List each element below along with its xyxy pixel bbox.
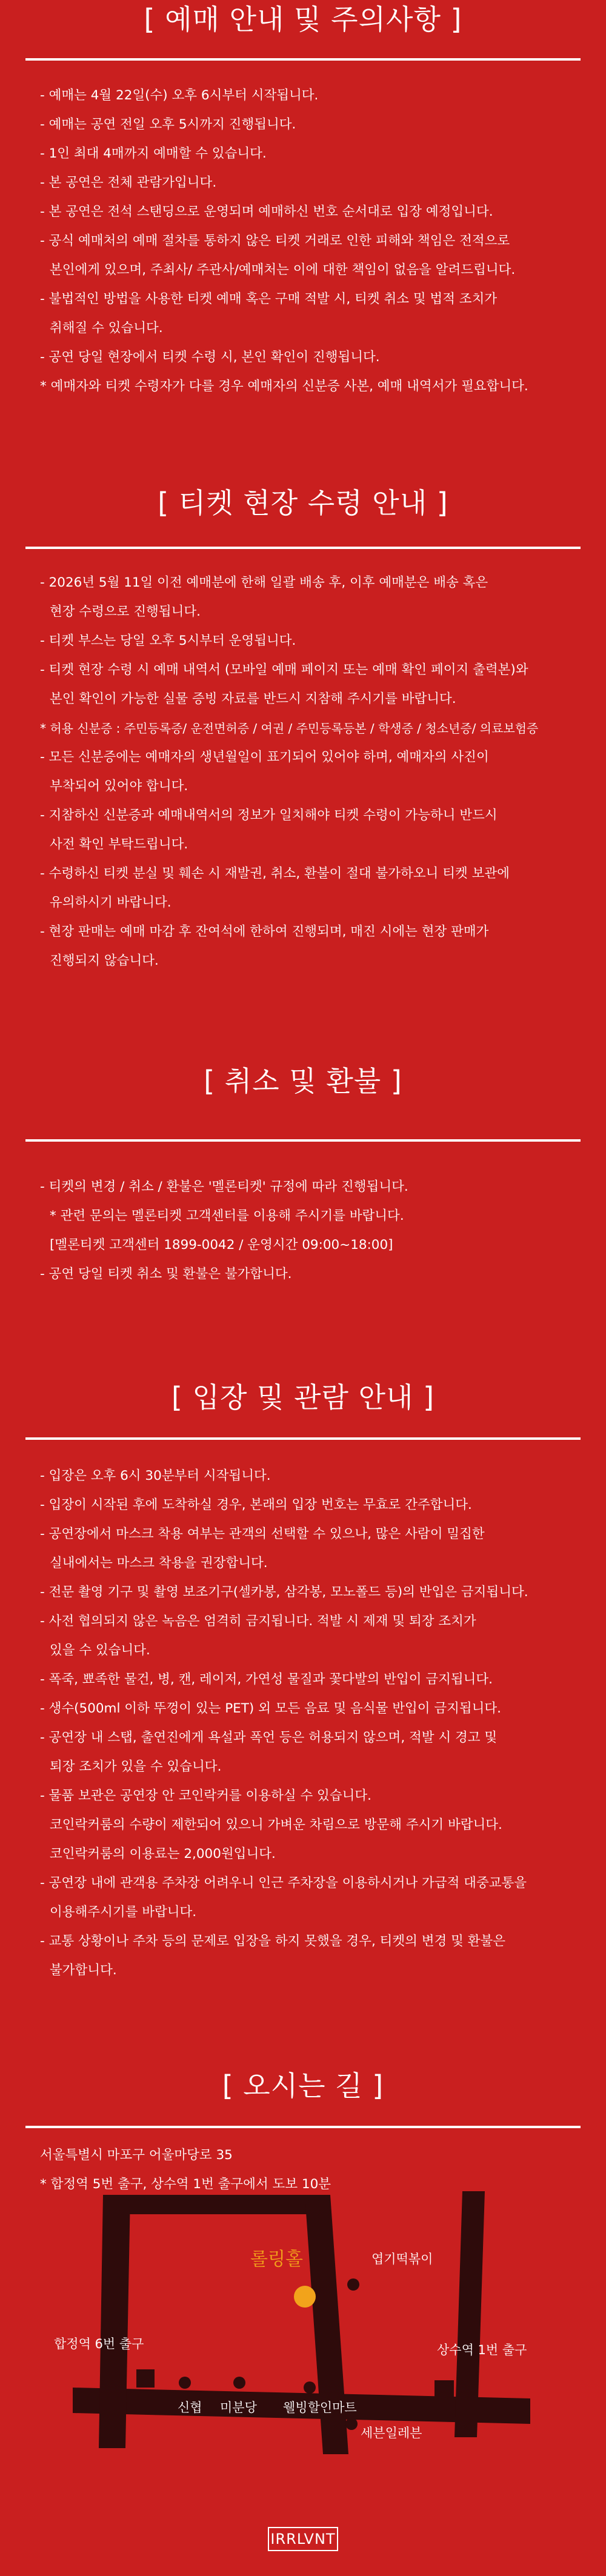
list-item: 있을 수 있습니다. bbox=[50, 1643, 150, 1658]
section-divider bbox=[25, 1437, 581, 1440]
list-item: [멜론티켓 고객센터 1899-0042 / 운영시간 09:00~18:00] bbox=[50, 1237, 393, 1253]
notice-list bbox=[40, 1173, 573, 1289]
section-divider bbox=[25, 58, 581, 61]
list-item: - 전문 촬영 기구 및 촬영 보조기구(셀카봉, 삼각봉, 모노폴드 등)의 반입은 금지됩니다. bbox=[40, 1585, 528, 1600]
list-item: - 본 공연은 전석 스탠딩으로 운영되며 예매하신 번호 순서대로 입장 예정입니다. bbox=[40, 204, 493, 219]
list-item: * 예매자와 티켓 수령자가 다를 경우 예매자의 신분증 사본, 예매 내역서가 필요합니다. bbox=[40, 379, 528, 394]
list-item: - 현장 판매는 예매 마감 후 잔여석에 한하여 진행되며, 매진 시에는 현장 판매가 bbox=[40, 924, 489, 939]
list-item: - 공식 예매처의 예매 절차를 통하지 않은 티켓 거래로 인한 피해와 책임은 전적으로 bbox=[40, 233, 510, 248]
venue-map bbox=[54, 2188, 542, 2460]
address-line: 서울특별시 마포구 어울마당로 35 bbox=[40, 2148, 233, 2163]
list-item: 사전 확인 부탁드립니다. bbox=[50, 837, 188, 852]
list-item: 진행되지 않습니다. bbox=[50, 953, 159, 968]
list-item: 이용해주시기를 바랍니다. bbox=[50, 1905, 197, 1920]
marker-wellbeing bbox=[304, 2381, 316, 2394]
list-item: 퇴장 조치가 있을 수 있습니다. bbox=[50, 1759, 222, 1774]
notice-list bbox=[40, 1462, 573, 1985]
marker-shinhyup bbox=[179, 2377, 191, 2389]
list-item: - 티켓 현장 수령 시 예매 내역서 (모바일 예매 페이지 또는 예매 확인 페이지 출력본)와 bbox=[40, 662, 528, 677]
section-title: [ 입장 및 관람 안내 ] bbox=[171, 1381, 435, 1414]
list-item: - 2026년 5월 11일 이전 예매분에 한해 일괄 배송 후, 이후 예매분은 배송 혹은 bbox=[40, 575, 488, 590]
label-shinhyup: 신협 bbox=[178, 2400, 202, 2415]
list-item: - 입장이 시작된 후에 도착하실 경우, 본래의 입장 번호는 무효로 간주합니다. bbox=[40, 1497, 472, 1513]
list-item: - 사전 협의되지 않은 녹음은 엄격히 금지됩니다. 적발 시 제재 및 퇴장 조치가 bbox=[40, 1614, 476, 1629]
section-divider bbox=[25, 1139, 581, 1142]
list-item: - 불법적인 방법을 사용한 티켓 예매 혹은 구매 적발 시, 티켓 취소 및 법적 조치가 bbox=[40, 291, 498, 307]
list-item: 현장 수령으로 진행됩니다. bbox=[50, 604, 201, 619]
building-left bbox=[136, 2369, 155, 2388]
road-top bbox=[103, 2195, 330, 2214]
marker-mibundang bbox=[233, 2377, 245, 2389]
list-item: - 티켓의 변경 / 취소 / 환불은 '멜론티켓' 규정에 따라 진행됩니다. bbox=[40, 1179, 408, 1194]
list-item: - 물품 보관은 공연장 안 코인락커를 이용하실 수 있습니다. bbox=[40, 1788, 371, 1803]
marker-seven bbox=[345, 2418, 358, 2430]
list-item: - 공연장에서 마스크 착용 여부는 관객의 선택할 수 있으나, 많은 사람이 밀집한 bbox=[40, 1526, 485, 1542]
list-item: 본인 확인이 가능한 실물 증빙 자료를 반드시 지참해 주시기를 바랍니다. bbox=[50, 691, 456, 707]
label-mibundang: 미분당 bbox=[220, 2400, 257, 2415]
list-item: - 생수(500ml 이하 뚜껑이 있는 PET) 외 모든 음료 및 음식물 반입이 금지됩니다. bbox=[40, 1701, 502, 1716]
label-seven: 세븐일레븐 bbox=[361, 2426, 422, 2440]
section-divider bbox=[25, 2126, 581, 2128]
section-title: [ 취소 및 환불 ] bbox=[204, 1065, 402, 1097]
list-item: - 입장은 오후 6시 30분부터 시작됩니다. bbox=[40, 1468, 271, 1483]
list-item: - 교통 상황이나 주차 등의 문제로 입장을 하지 못했을 경우, 티켓의 변경 및 환불은 bbox=[40, 1934, 506, 1949]
list-item: - 티켓 부스는 당일 오후 5시부터 운영됩니다. bbox=[40, 633, 296, 648]
list-item: - 본 공연은 전체 관람가입니다. bbox=[40, 175, 217, 190]
list-item: - 공연 당일 티켓 취소 및 환불은 불가합니다. bbox=[40, 1266, 292, 1282]
list-item: - 공연 당일 현장에서 티켓 수령 시, 본인 확인이 진행됩니다. bbox=[40, 350, 380, 365]
venue-marker bbox=[294, 2286, 316, 2308]
label-hapjeong: 합정역 6번 출구 bbox=[54, 2337, 144, 2351]
list-item: 취해질 수 있습니다. bbox=[50, 321, 163, 336]
list-item: - 예매는 공연 전일 오후 5시까지 진행됩니다. bbox=[40, 117, 296, 132]
directions-line: * 합정역 5번 출구, 상수역 1번 출구에서 도보 10분 bbox=[40, 2177, 331, 2192]
list-item: - 공연장 내에 관객용 주차장 어려우니 인근 주차장을 이용하시거나 가급적 대중교통을 bbox=[40, 1875, 527, 1891]
footer-logo: IRRLVNT bbox=[268, 2527, 338, 2551]
marker-yupdduk bbox=[347, 2278, 359, 2291]
list-item: - 공연장 내 스탭, 출연진에게 욕설과 폭언 등은 허용되지 않으며, 적발 시 경고 및 bbox=[40, 1730, 498, 1745]
label-wellbeing: 웰빙할인마트 bbox=[283, 2400, 357, 2415]
venue-label: 롤링홀 bbox=[250, 2249, 303, 2270]
list-item: * 허용 신분증 : 주민등록증/ 운전면허증 / 여권 / 주민등록등본 / 학생증 / 청소년증/ 의료보험증 bbox=[40, 721, 539, 736]
list-item: - 지참하신 신분증과 예매내역서의 정보가 일치해야 티켓 수령이 가능하니 반드시 bbox=[40, 808, 498, 823]
list-item: 부착되어 있어야 합니다. bbox=[50, 779, 188, 794]
list-item: 코인락커룸의 이용료는 2,000원입니다. bbox=[50, 1846, 276, 1862]
section-title: [ 예매 안내 및 주의사항 ] bbox=[144, 3, 462, 36]
section-divider bbox=[25, 547, 581, 549]
list-item: - 폭죽, 뾰족한 물건, 병, 캔, 레이저, 가연성 물질과 꽃다발의 반입이 금지됩니다. bbox=[40, 1672, 493, 1687]
list-item: 본인에게 있으며, 주최사/ 주관사/예매처는 이에 대한 책임이 없음을 알려드립니다. bbox=[50, 262, 516, 278]
list-item: - 모든 신분증에는 예매자의 생년월일이 표기되어 있어야 하며, 예매자의 사진이 bbox=[40, 750, 489, 765]
label-sangsu: 상수역 1번 출구 bbox=[437, 2343, 527, 2357]
list-item: * 관련 문의는 멜론티켓 고객센터를 이용해 주시기를 바랍니다. bbox=[50, 1208, 404, 1223]
list-item: 실내에서는 마스크 착용을 권장합니다. bbox=[50, 1556, 268, 1571]
list-item: - 예매는 4월 22일(수) 오후 6시부터 시작됩니다. bbox=[40, 88, 319, 103]
list-item: 유의하시기 바랍니다. bbox=[50, 895, 171, 910]
section-title: [ 티켓 현장 수령 안내 ] bbox=[158, 487, 448, 519]
list-item: 불가합니다. bbox=[50, 1963, 117, 1978]
road-left bbox=[99, 2195, 130, 2448]
list-item: - 수령하신 티켓 분실 및 훼손 시 재발권, 취소, 환불이 절대 불가하오니 티켓 보관에 bbox=[40, 866, 510, 881]
list-item: 코인락커룸의 수량이 제한되어 있으니 가벼운 차림으로 방문해 주시기 바랍니다. bbox=[50, 1817, 502, 1832]
notice-list bbox=[40, 568, 573, 976]
building-right bbox=[435, 2380, 454, 2398]
list-item: - 1인 최대 4매까지 예매할 수 있습니다. bbox=[40, 146, 267, 161]
label-yupdduk: 엽기떡볶이 bbox=[371, 2252, 433, 2266]
section-title: [ 오시는 길 ] bbox=[222, 2069, 384, 2102]
notice-list bbox=[40, 81, 573, 401]
